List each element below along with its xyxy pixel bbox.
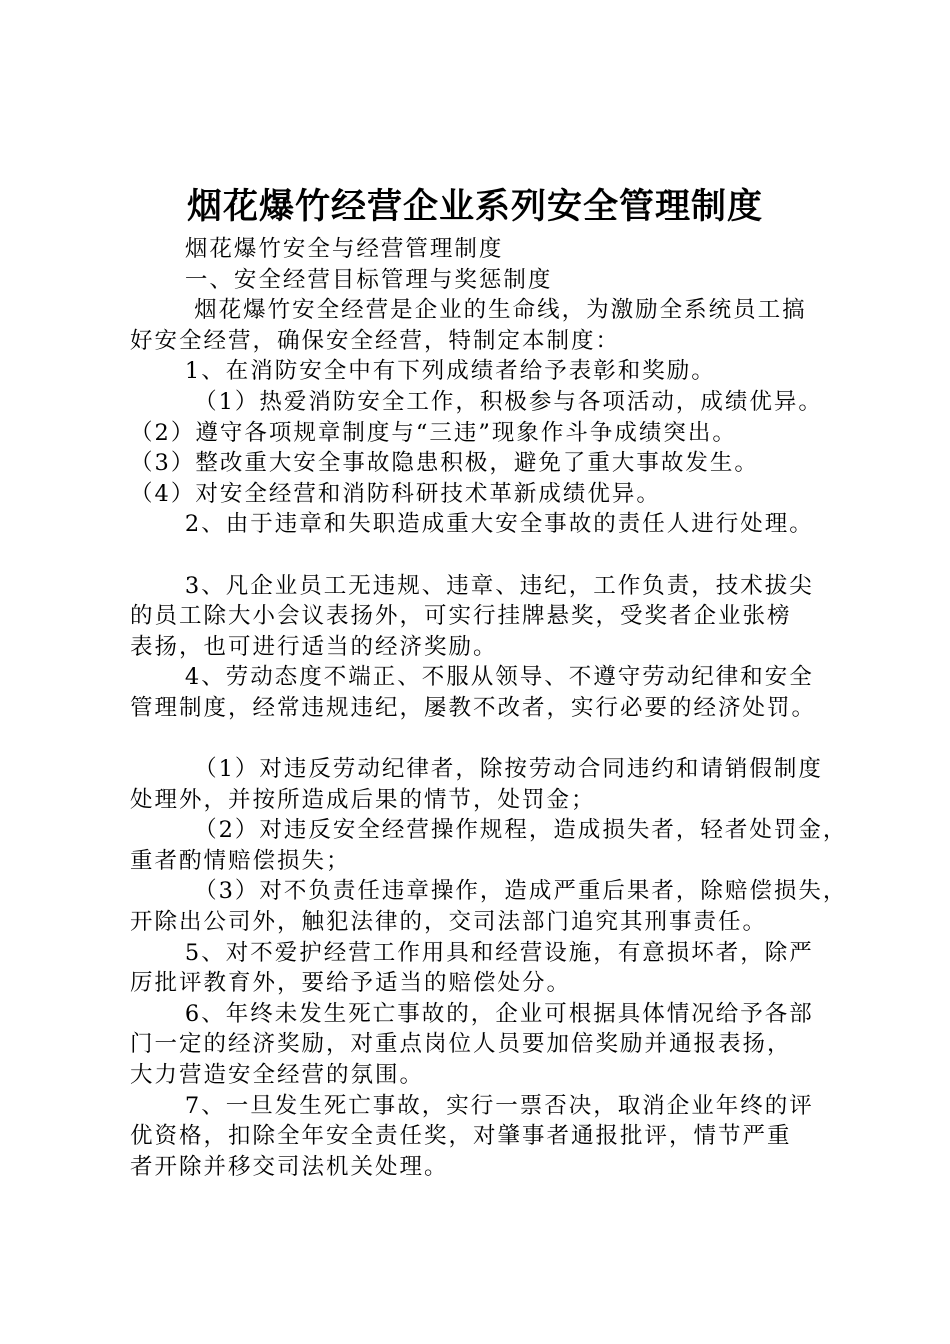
body-line: 烟花爆竹安全经营是企业的生命线，为激励全系统员工搞 — [130, 297, 807, 324]
body-line: 6、年终未发生死亡事故的，企业可根据具体情况给予各部 — [130, 1000, 814, 1027]
body-line: 1、在消防安全中有下列成绩者给予表彰和奖励。 — [130, 358, 716, 385]
body-line — [130, 724, 850, 755]
body-line: 5、对不爱护经营工作用具和经营设施，有意损坏者，除严 — [130, 939, 814, 966]
body-line: 的员工除大小会议表扬外，可实行挂牌悬奖，受奖者企业张榜 — [130, 603, 792, 630]
body-line: 2、由于违章和失职造成重大安全事故的责任人进行处理。 — [130, 511, 814, 538]
body-line: 表扬，也可进行适当的经济奖励。 — [130, 633, 498, 660]
body-line: 4、劳动态度不端正、不服从领导、不遵守劳动纪律和安全 — [130, 664, 814, 691]
body-line: （4）对安全经营和消防科研技术革新成绩优异。 — [130, 480, 661, 507]
body-line: 重者酌情赔偿损失； — [130, 847, 351, 874]
body-line: （2）对违反安全经营操作规程，造成损失者，轻者处罚金， — [130, 817, 848, 844]
body-line: 处理外，并按所造成后果的情节，处罚金； — [130, 786, 596, 813]
body-line: 优资格，扣除全年安全责任奖，对肇事者通报批评，情节严重 — [130, 1123, 792, 1150]
body-line: 7、一旦发生死亡事故，实行一票否决，取消企业年终的评 — [130, 1092, 814, 1119]
document-title: 烟花爆竹经营企业系列安全管理制度 — [186, 186, 763, 227]
body-line: （2）遵守各项规章制度与“三违”现象作斗争成绩突出。 — [130, 419, 737, 446]
body-line: 管理制度，经常违规违纪，屡教不改者，实行必要的经济处罚。 — [130, 694, 817, 721]
body-line — [130, 540, 850, 571]
body-line: 门一定的经济奖励，对重点岗位人员要加倍奖励并通报表扬， — [130, 1031, 792, 1058]
body-line: 烟花爆竹安全与经营管理制度 — [130, 236, 504, 262]
body-line: 开除出公司外，触犯法律的，交司法部门追究其刑事责任。 — [130, 909, 768, 936]
body-line: （1）热爱消防安全工作，积极参与各项活动，成绩优异。 — [130, 388, 823, 415]
body-line: （3）对不负责任违章操作，造成严重后果者，除赔偿损失， — [130, 878, 848, 905]
body-line: （1）对违反劳动纪律者，除按劳动合同违约和请销假制度 — [130, 756, 823, 783]
body-line: 好安全经营，确保安全经营，特制定本制度： — [130, 327, 621, 354]
body-line: 一、安全经营目标管理与奖惩制度 — [130, 266, 553, 293]
body-line: 3、凡企业员工无违规、违章、违纪，工作负责，技术拔尖 — [130, 572, 814, 599]
body-line: 大力营造安全经营的氛围。 — [130, 1062, 425, 1089]
document-body — [130, 234, 850, 1182]
body-line: 者开除并移交司法机关处理。 — [130, 1153, 449, 1180]
body-line: 厉批评教育外，要给予适当的赔偿处分。 — [130, 970, 572, 997]
body-line: （3）整改重大安全事故隐患积极，避免了重大事故发生。 — [130, 450, 759, 477]
